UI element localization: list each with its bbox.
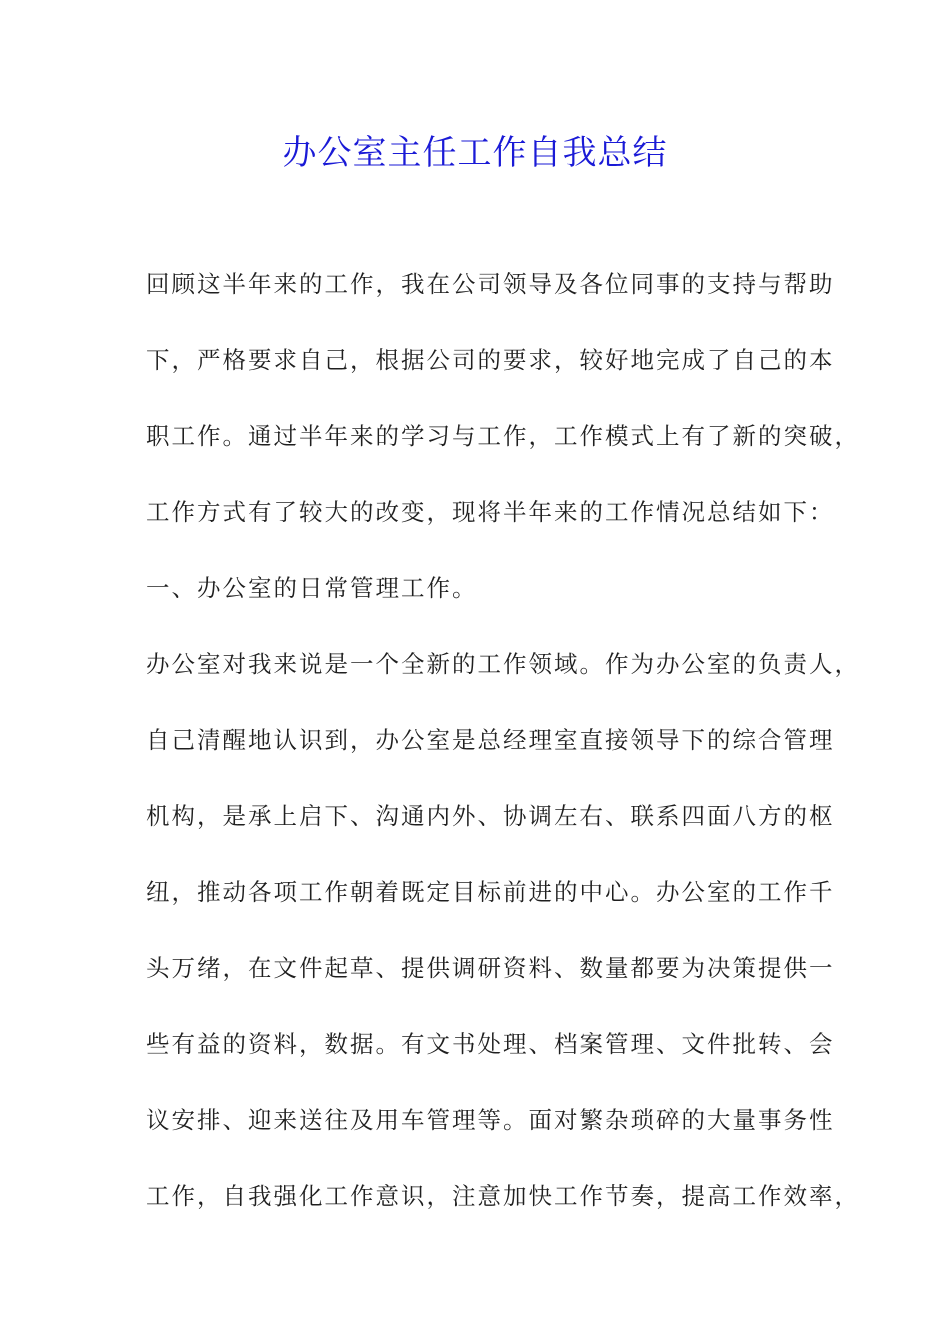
body-line: 些有益的资料，数据。有文书处理、档案管理、文件批转、会 xyxy=(146,1030,835,1058)
body-line: 工作方式有了较大的改变，现将半年来的工作情况总结如下： xyxy=(146,498,835,526)
body-line: 工作，自我强化工作意识，注意加快工作节奏，提高工作效率， xyxy=(146,1182,860,1210)
body-line: 头万绪，在文件起草、提供调研资料、数量都要为决策提供一 xyxy=(146,954,835,982)
body-line: 机构，是承上启下、沟通内外、协调左右、联系四面八方的枢 xyxy=(146,802,835,830)
body-line: 议安排、迎来送往及用车管理等。面对繁杂琐碎的大量事务性 xyxy=(146,1106,835,1134)
body-line: 纽，推动各项工作朝着既定目标前进的中心。办公室的工作千 xyxy=(146,878,835,906)
body-line: 自己清醒地认识到，办公室是总经理室直接领导下的综合管理 xyxy=(146,726,835,754)
body-line: 办公室对我来说是一个全新的工作领域。作为办公室的负责人， xyxy=(146,650,860,678)
document-body xyxy=(146,264,860,1252)
body-line: 下，严格要求自己，根据公司的要求，较好地完成了自己的本 xyxy=(146,346,835,374)
body-line: 职工作。通过半年来的学习与工作，工作模式上有了新的突破， xyxy=(146,422,860,450)
document-title: 办公室主任工作自我总结 xyxy=(282,133,668,173)
section-heading: 一、办公室的日常管理工作。 xyxy=(146,574,478,602)
body-line: 回顾这半年来的工作，我在公司领导及各位同事的支持与帮助 xyxy=(146,270,835,298)
